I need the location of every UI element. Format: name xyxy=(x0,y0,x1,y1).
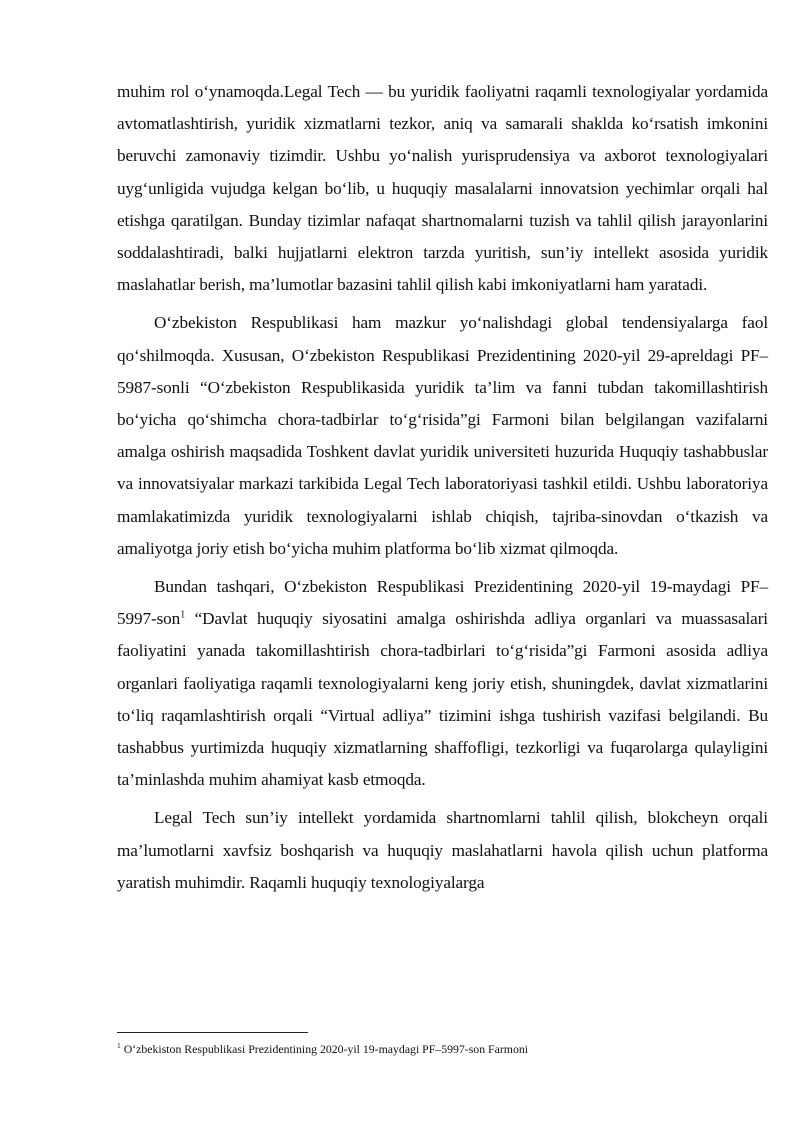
paragraph-text-after-ref: “Davlat huquqiy siyosatini amalga oshirishda adliya organlari va muassasalari faoliyatini yanada takomillashtirish chora-tadbirlari to‘g‘risida”gi Farmoni asosida adliya organlari faoliyatiga raqamli texnologiyalarni keng joriy etish, shuningdek, davlat xizmatlarini to‘liq raqamlashtirish orqali “Virtual adliya” tizimini ishga tushirish vazifasi belgilandi. Bu tashabbus yurtimizda huquqiy xizmatlarning shaffofligi, tezkorligi va fuqarolarga qulayligini ta’minlashda muhim ahamiyat kasb etmoqda. xyxy=(117,609,768,790)
paragraph-virtual-adliya xyxy=(117,571,768,796)
footnote-text: O‘zbekiston Respublikasi Prezidentining 2020-yil 19-maydagi PF–5997-son Farmoni xyxy=(120,1042,529,1056)
footnote-reference[interactable]: 1 xyxy=(180,609,186,621)
paragraph-continued: muhim rol o‘ynamoqda.Legal Tech — bu yuridik faoliyatni raqamli texnologiyalar yordamida avtomatlashtirish, yuridik xizmatlarni tezkor, aniq va samarali shaklda ko‘rsatish imkonini beruvchi zamonaviy tizimdir. Ushbu yo‘nalish yurisprudensiya va axborot texnologiyalari uyg‘unligida vujudga kelgan bo‘lib, u huquqiy masalalarni innovatsion yechimlar orqali hal etishga qaratilgan. Bunday tizimlar nafaqat shartnomalarni tuzish va tahlil qilish jarayonlarini soddalashtiradi, balki hujjatlarni elektron tarzda yuritish, sun’iy intellekt asosida yuridik maslahatlar berish, ma’lumotlar bazasini tahlil qilish kabi imkoniyatlarni ham yaratadi. xyxy=(117,82,768,295)
footnote-separator xyxy=(117,1032,308,1033)
paragraph-legal-tech-ai: Legal Tech sun’iy intellekt yordamida shartnomlarni tahlil qilish, blokcheyn orqali ma’lumotlarni xavfsiz boshqarish va huquqiy maslahatlarni havola qilish uchun platforma yaratish muhimdir. Raqamli huquqiy texnologiyalarga xyxy=(117,808,768,892)
paragraph-text-before-ref: Bundan tashqari, O‘zbekiston Respublikasi Prezidentining 2020-yil 19-maydagi PF–5997-son xyxy=(117,577,768,629)
paragraph-uzbekistan-legal-tech-lab: O‘zbekiston Respublikasi ham mazkur yo‘nalishdagi global tendensiyalarga faol qo‘shilmoqda. Xususan, O‘zbekiston Respublikasi Prezidentining 2020-yil 29-apreldagi PF–5987-sonli “O‘zbekiston Respublikasida yuridik ta’lim va fanni tubdan takomillashtirish bo‘yicha qo‘shimcha chora-tadbirlar to‘g‘risida”gi Farmoni bilan belgilangan vazifalarni amalga oshirish maqsadida Toshkent davlat yuridik universiteti huzurida Huquqiy tashabbuslar va innovatsiyalar markazi tarkibida Legal Tech laboratoriyasi tashkil etildi. Ushbu laboratoriya mamlakatimizda yuridik texnologiyalarni ishlab chiqish, tajriba-sinovdan o‘tkazish va amaliyotga joriy etish bo‘yicha muhim platforma bo‘lib xizmat qilmoqda. xyxy=(117,313,768,558)
footnote-marker: 1 xyxy=(117,1041,121,1051)
body-text xyxy=(117,76,768,899)
footnote xyxy=(117,1042,768,1057)
